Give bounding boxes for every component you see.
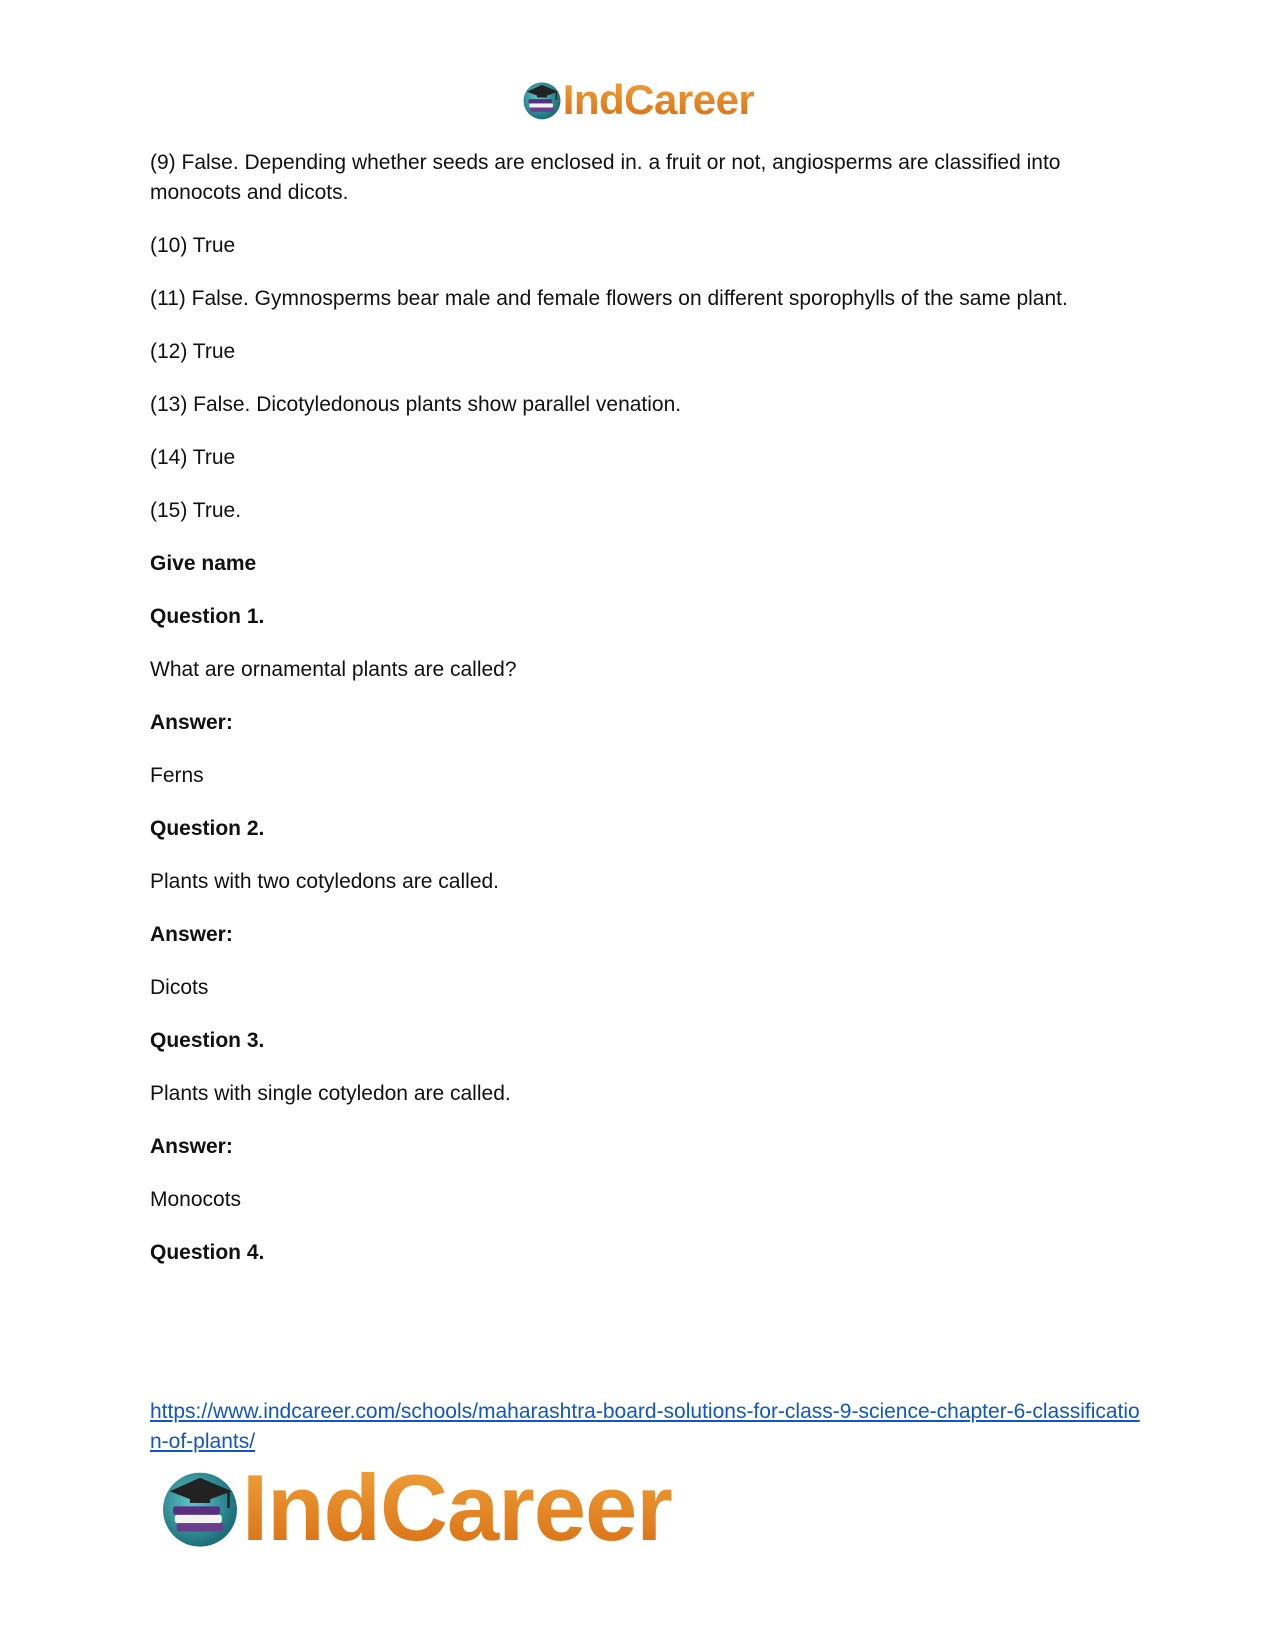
header-logo [0,78,1275,122]
answer-label: Answer: [150,711,233,734]
question-label: Question 1. [150,605,265,628]
question-text: Plants with two cotyledons are called. [150,870,500,893]
answer-15: (15) True. [150,499,242,522]
indcareer-logo [521,78,755,122]
graduation-cap-globe-icon [521,79,563,121]
section-heading: Give name [150,552,257,575]
source-url-link[interactable]: https://www.indcareer.com/schools/maharashtra-board-solutions-for-class-9-science-chapter-6-classification-of-plants/ [150,1400,1140,1453]
question-label: Question 4. [150,1241,265,1264]
question-text: Plants with single cotyledon are called. [150,1082,511,1105]
graduation-cap-globe-icon [158,1466,242,1550]
answer-label: Answer: [150,1135,233,1158]
answer-13: (13) False. Dicotyledonous plants show parallel venation. [150,393,682,416]
question-label: Question 2. [150,817,265,840]
logo-wordmark: IndCareer [562,76,755,123]
indcareer-logo [158,1455,672,1560]
answer-9: (9) False. Depending whether seeds are enclosed in. a fruit or not, angiosperms are classified into monocots and dicots. [150,151,1061,204]
answer-label: Answer: [150,923,233,946]
document-body [150,148,1130,1291]
answer-12: (12) True [150,340,236,363]
footer-logo [158,1455,672,1560]
answer-11: (11) False. Gymnosperms bear male and female flowers on different sporophylls of the same plant. [150,287,1068,310]
answer-text: Monocots [150,1188,242,1211]
question-label: Question 3. [150,1029,265,1052]
answer-10: (10) True [150,234,236,257]
question-text: What are ornamental plants are called? [150,658,517,681]
answer-text: Ferns [150,764,204,787]
answer-14: (14) True [150,446,236,469]
logo-wordmark: IndCareer [242,1455,672,1560]
answer-text: Dicots [150,976,209,999]
